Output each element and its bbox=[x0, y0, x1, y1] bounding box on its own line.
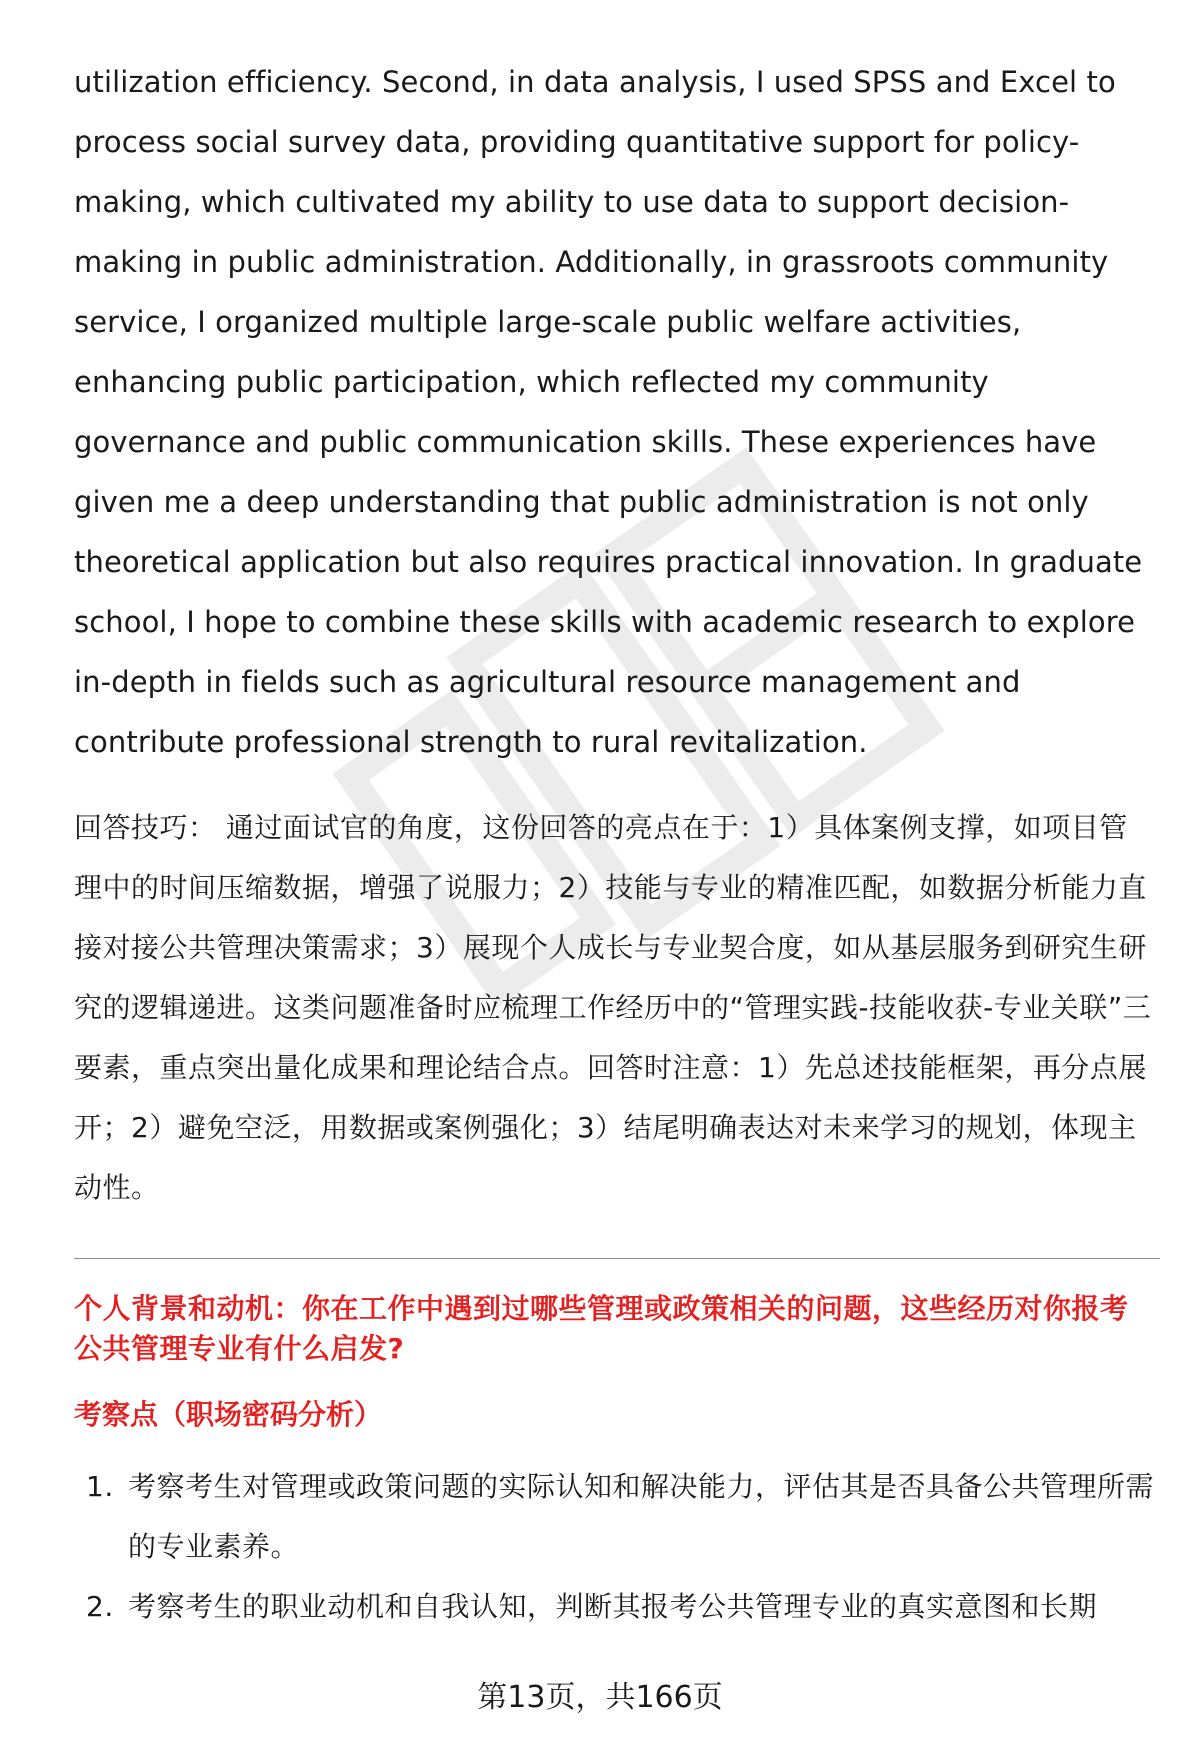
page-footer: 第13页，共166页 bbox=[477, 1680, 723, 1715]
list-item-text: 考察考生的职业动机和自我认知，判断其报考公共管理专业的真实意图和长期 bbox=[128, 1590, 1098, 1623]
question-heading: 个人背景和动机：你在工作中遇到过哪些管理或政策相关的问题，这些经历对你报考公共管理专业有什么启发? bbox=[74, 1292, 1129, 1365]
document-page bbox=[74, 52, 1154, 1653]
section-divider bbox=[74, 1258, 1160, 1259]
body-paragraph: utilization efficiency. Second, in data analysis, I used SPSS and Excel to process social survey data, providing quantitative support for policy-making, which cultivated my ability to use data to support decision-making in public administration. Additionally, in grassroots community service, I organized multiple large-scale public welfare activities, enhancing public participation, which reflected my community governance and public communication skills. These experiences have given me a deep understanding that public administration is not only theoretical application but also requires practical innovation. In graduate school, I hope to combine these skills with academic research to explore in-depth in fields such as agricultural resource management and contribute professional strength to rural revitalization. bbox=[74, 65, 1143, 759]
assessment-points-list bbox=[74, 1457, 1154, 1637]
list-item-number: 1. bbox=[86, 1470, 114, 1503]
answer-tips: 回答技巧： 通过面试官的角度，这份回答的亮点在于：1）具体案例支撑，如项目管理中的时间压缩数据，增强了说服力；2）技能与专业的精准匹配，如数据分析能力直接对接公共管理决策需求；3）展现个人成长与专业契合度，如从基层服务到研究生研究的逻辑递进。这类问题准备时应梳理工作经历中的“管理实践-技能收获-专业关联”三要素，重点突出量化成果和理论结合点。回答时注意：1）先总述技能框架，再分点展开；2）避免空泛，用数据或案例强化；3）结尾明确表达对未来学习的规划，体现主动性。 bbox=[74, 811, 1152, 1204]
list-item-text: 考察考生对管理或政策问题的实际认知和解决能力，评估其是否具备公共管理所需的专业素养。 bbox=[128, 1470, 1155, 1563]
list-item-number: 2. bbox=[86, 1590, 114, 1623]
list-item bbox=[74, 1457, 1154, 1577]
list-item bbox=[74, 1577, 1154, 1637]
section-title: 考察点（职场密码分析） bbox=[74, 1398, 383, 1431]
